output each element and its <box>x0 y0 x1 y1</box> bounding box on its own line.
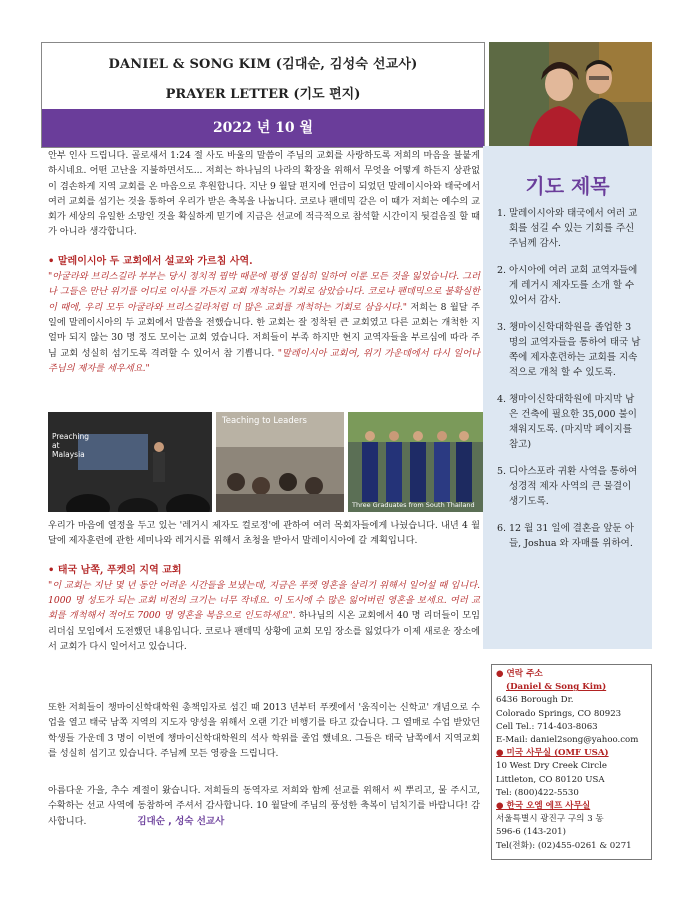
korea-office-heading: ● 한국 오엠 에프 사무실 <box>496 801 591 812</box>
date-bar: 2022 년 10 월 <box>42 109 484 147</box>
section-thailand-paragraph <box>48 578 480 654</box>
contact-email[interactable]: E-Mail: daniel2song@yahoo.com <box>496 735 639 746</box>
closing-section <box>48 783 480 829</box>
thailand-quote: "이 교회는 지난 몇 년 동안 어려운 시간들을 보냈는데, 지금은 푸켓 영혼을 살리기 위해서 일어설 때 입니다. 1000 명 성도가 되는 교회 비전의 크기는 너무 작네요. 이 도시에 수 많은 잃어버린 영혼을 보세요. 여러 교회를 개척해서 적어도 7000 명 영혼을 복음으로 인도하세요". <box>48 579 480 622</box>
prayer-item: 6. 12 월 31 일에 결혼을 앞둔 아들, Joshua 와 자매를 위하여. <box>497 523 634 549</box>
couple-photo <box>489 42 652 146</box>
section-thailand-heading: • 태국 남쪽, 푸켓의 지역 교회 <box>48 564 182 576</box>
caption-preaching: Preaching at Malaysia <box>52 432 89 459</box>
contact-names: (Daniel & Song Kim) <box>506 682 607 693</box>
prayer-list <box>497 206 642 563</box>
malaysia-quote2: "말레이시아 교회여, 위기 가운데에서 다시 일어나 주님의 제자를 세우세요." <box>48 347 481 374</box>
teaching-image <box>216 412 344 512</box>
prayer-sidebar <box>483 146 652 649</box>
header-names: DANIEL & SONG KIM (김대순, 김성숙 선교사) <box>108 57 418 72</box>
prayer-title: 기도 제목 <box>525 174 610 198</box>
closing-paragraph <box>48 783 480 829</box>
us-office-address-2: Littleton, CO 80120 USA <box>496 774 605 785</box>
korea-office-address-1: 서울특별시 광진구 구의 3 동 <box>496 814 604 825</box>
preaching-image <box>48 412 212 512</box>
us-office-tel: Tel: (800)422-5530 <box>496 787 579 798</box>
photo-preaching-malaysia <box>48 412 212 512</box>
section-malaysia-paragraph <box>48 269 480 376</box>
thailand-text: 하나님의 시온 교회에서 40 명 리더들이 모임 리더십 모임에서 도전했던 내용입니다. 코로나 팬데믹 상황에 교회 모임 장소를 잃었다가 이제 새로운 장소에서 교회가 다시 일어서고 있습니다. <box>48 610 480 653</box>
malaysia-text: 저희는 8 월달 주일에 말레이시아의 두 교회에서 말씀을 전했습니다. 한 교회는 잘 정착된 큰 교회였고 다른 교회는 개척한 지 얼마 되지 않는 30 명 정도 모이는 교회 였습니다. 저희들이 부족 하지만 현지 교역자들을 부르심에 따라 주님 교회 성실히 섬기도록 격려할 수 있어서 참 기쁩니다. <box>48 301 480 359</box>
letter-body <box>48 148 480 376</box>
us-office-address-1: 10 West Dry Creek Circle <box>496 761 607 772</box>
legacy-paragraph: 우리가 마음에 열정을 두고 있는 '레거시 제자도 컬로정'에 관하여 여러 목회자들에게 나눴습니다. 내년 4 월달에 제자훈련에 관한 세미나와 레거시를 위해서 초청을 받아서 말레이시아에 갈 계획입니다. <box>48 520 480 547</box>
signature: 김대순 , 성숙 선교사 <box>137 815 225 827</box>
ministry-photos <box>48 412 483 512</box>
letter-body-continued <box>48 518 480 654</box>
us-office-heading: ● 미국 사무실 (OMF USA) <box>496 748 609 759</box>
prayer-item: 5. 디아스포라 귀환 사역을 통하여 성경적 제자 사역의 큰 물결이 생기도록. <box>497 466 638 507</box>
korea-office-tel: Tel(전화): (02)455-0261 & 0271 <box>496 840 632 851</box>
prayer-item: 2. 아시아에 여러 교회 교역자들에게 레거시 제자도를 소개 할 수 있어서 감사. <box>497 265 638 306</box>
intro-paragraph: 안부 인사 드립니다. 골로새서 1:24 절 사도 바울의 말씀이 주님의 교회를 사랑하도록 저희의 마음을 불붙게 하시네요. 어떤 고난을 지불하면서도... 저희는 하나님의 나라의 확장을 위해서 무엇을 어떻게 하든지 상관없이 겸손하게 지역 교회를 온 마음으로 후원합니다. 지난 9 월달 편지에 언급이 되었던 말레이시아와 태국에서 여러 교회를 섬기는 것을 통하여 우리가 받은 축복을 나눕니다. 코로나 팬데믹 같은 이 때가 저희는 예수의 교회가 세상의 유일한 소망인 것을 확실하게 믿기에 지금은 선교에 적극적으로 참석할 시간이지 뒷걸음질 할 때가 아니라 생각합니다. <box>48 150 480 238</box>
graduates-image <box>348 412 483 512</box>
section-malaysia-heading: • 말레이시아 두 교회에서 설교와 가르침 사역. <box>48 255 253 267</box>
contact-box <box>491 664 652 860</box>
contact-heading: ● 연락 주소 <box>496 669 543 679</box>
caption-graduates: Three Graduates from South Thailand <box>352 501 475 509</box>
couple-photo-image <box>489 42 652 146</box>
korea-office-address-2: 596-6 (143-201) <box>496 827 566 838</box>
prayer-item: 3. 챙마이신학대학원을 졸업한 3 명의 교역자들을 통하여 태국 남쪽에 제자훈련하는 교회를 지속적으로 개척 할 수 있도록. <box>497 322 641 378</box>
photo-teaching-leaders <box>216 412 344 512</box>
prayer-item: 4. 챙마이신학대학원에 마지막 남은 건축에 필요한 35,000 불이 채워지도록. (마지막 페이지를 참고) <box>497 394 637 450</box>
seminary-paragraph: 또한 저희들이 챙마이신학대학원 총책임자로 섬긴 때 2013 년부터 푸켓에서 '움직이는 신학교' 개념으로 수업을 열고 태국 남쪽 지역의 지도자 양성을 위해서 오랜 기간 비행기를 타고 갔습니다. 그 열매로 수업 받았던 학생들 가운데 3 명이 이번에 챙마이신학대학원의 석사 학위를 졸업 했네요. 그들은 태국 남쪽에서 지역교회를 성실히 섬기고 있습니다. 주님께 모든 영광을 드립니다. <box>48 702 480 759</box>
contact-address-1: 6436 Borough Dr. <box>496 695 574 706</box>
letter-header <box>41 42 485 148</box>
closing-text: 아름다운 가을, 추수 계절이 왔습니다. 저희들의 동역자로 저희와 함께 선교를 위해서 씨 뿌리고, 물 주시고, 수확하는 선교 사역에 동참하여 주셔서 감사합니다. 10 월달에 주님의 풍성한 축복이 넘치기를 바랍니다! 감사합니다. <box>48 785 480 827</box>
prayer-item: 1. 말레이시아와 태국에서 여러 교회를 섬길 수 있는 기회를 주신 주님께 감사. <box>497 208 638 249</box>
contact-cell: Cell Tel.: 714-403-8063 <box>496 721 598 732</box>
header-title: PRAYER LETTER (기도 편지) <box>165 87 361 102</box>
contact-address-2: Colorado Springs, CO 80923 <box>496 708 622 719</box>
malaysia-quote: "아굴라와 브리스길라 부부는 당시 정치적 핍박 때문에 평생 열심히 일하여 이룬 모든 것을 잃었습니다. 그러나 그들은 만난 위기를 어디로 이사를 가든지 교회 개척하는 기회로 삼았습니다. 코로나 팬데믹으로 불확실한 이 때에, 우리 모두 아굴라와 브리스길라처럼 더 많은 교회를 개척하는 기회로 삼읍시다." <box>48 271 480 313</box>
seminary-section <box>48 700 480 761</box>
photo-graduates <box>348 412 483 512</box>
caption-teaching: Teaching to Leaders <box>222 416 307 426</box>
